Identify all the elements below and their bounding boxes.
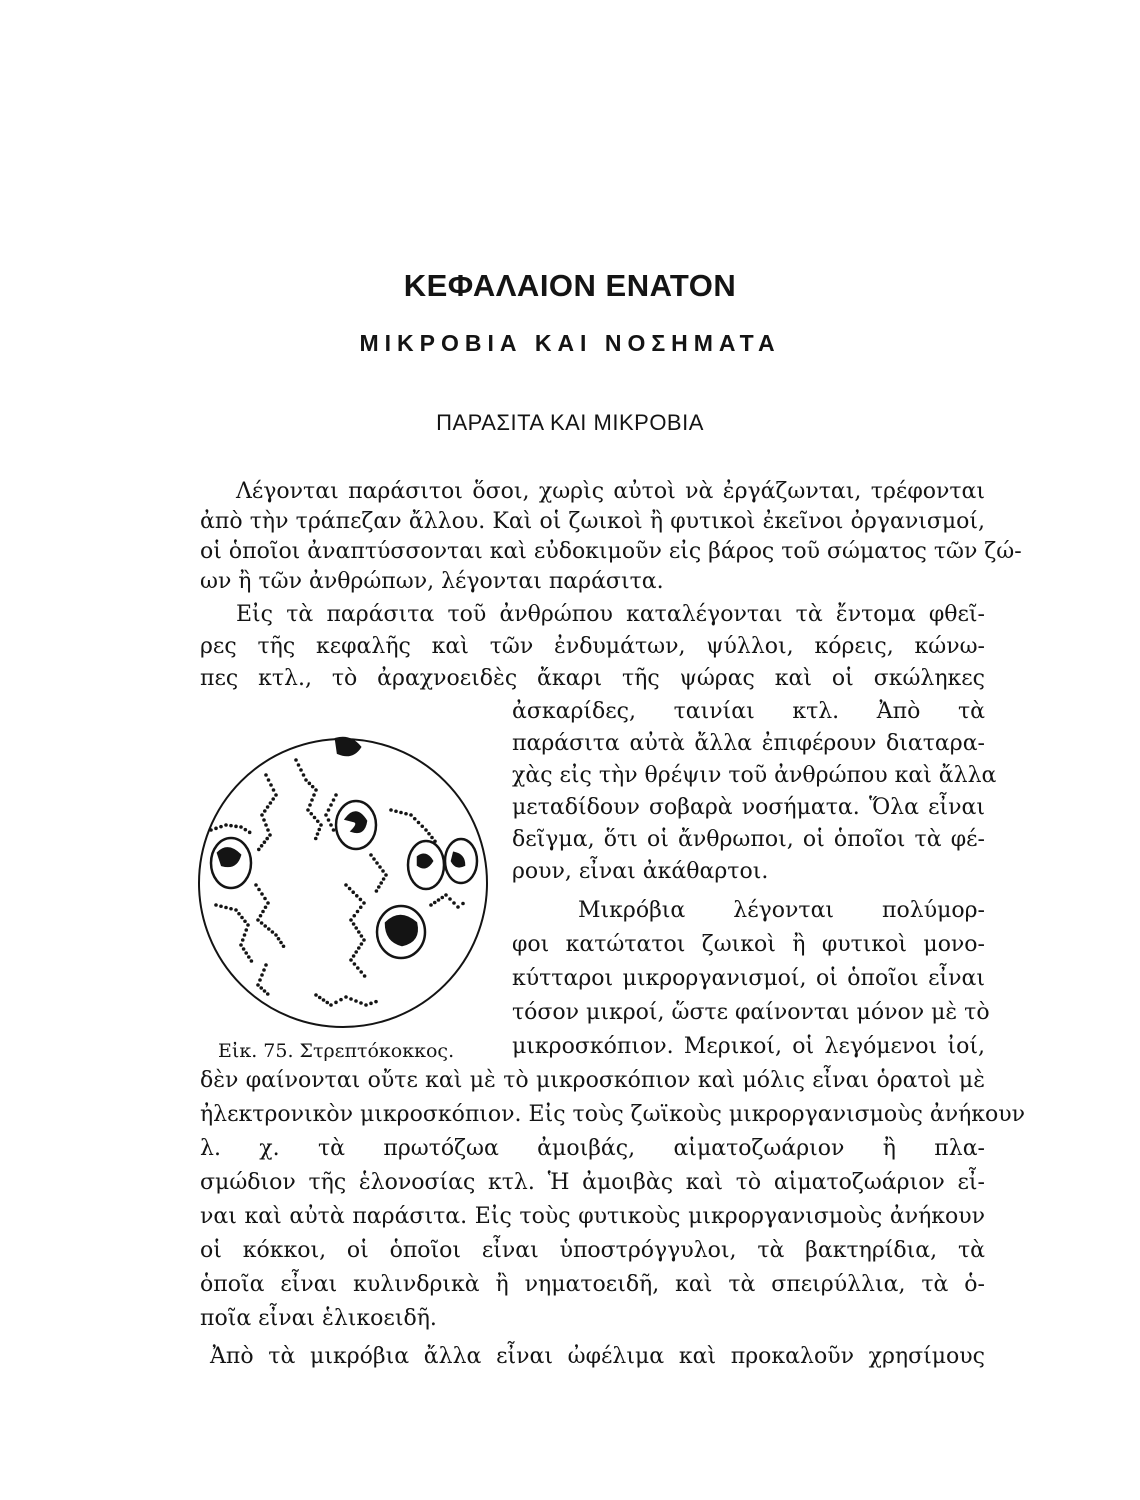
coccus — [263, 897, 267, 901]
coccus — [209, 828, 213, 832]
coccus — [334, 1001, 338, 1005]
coccus — [452, 901, 456, 905]
coccus — [384, 873, 388, 877]
text-line: οἱ ὁποῖοι ἀναπτύσσονται καὶ εὐδοκιμοῦν εἰς βάρος τοῦ σώματος τῶν ζώ- — [200, 539, 1022, 564]
coccus — [409, 813, 413, 817]
text-line: δεῖγμα, ὅτι οἱ ἄνθρωποι, οἱ ὁποῖοι τὰ φέ- — [512, 827, 985, 852]
coccus — [265, 837, 269, 841]
coccus — [264, 905, 268, 909]
text-line: χὰς εἰς τὴν θρέψιν τοῦ ἀνθρώπου καὶ ἄλλα — [512, 763, 997, 788]
coccus — [354, 999, 358, 1003]
coccus — [271, 797, 275, 801]
coccus — [348, 887, 352, 891]
cell-nucleus — [218, 848, 240, 865]
coccus — [272, 788, 276, 792]
text-line: μικροσκόπιον. Μερικοί, οἱ λεγόμενοι ἰοί, — [512, 1034, 985, 1059]
coccus — [260, 844, 264, 848]
coccus — [234, 825, 238, 829]
coccus — [357, 946, 361, 950]
coccus — [360, 942, 364, 946]
coccus — [264, 773, 268, 777]
coccus — [243, 933, 247, 937]
coccus — [379, 881, 383, 885]
coccus — [263, 809, 267, 813]
coccus — [427, 832, 431, 836]
text-line: πες κτλ., τὸ ἀραχνοειδὲς ἄκαρι τῆς ψώρας καὶ οἱ σκώληκες — [200, 666, 985, 691]
coccus — [260, 813, 264, 817]
coccus — [363, 974, 367, 978]
text-line: ων ἢ τῶν ἀνθρώπων, λέγονται παράσιτα. — [200, 569, 664, 594]
section-title: ΠΑΡΑΣΙΤΑ ΚΑΙ ΜΙΚΡΟΒΙΑ — [436, 410, 704, 435]
coccus — [322, 998, 326, 1002]
cell-nucleus — [346, 812, 366, 831]
coccus — [355, 894, 359, 898]
coccus — [262, 818, 266, 822]
coccus — [448, 897, 452, 901]
coccus — [309, 812, 313, 816]
coccus — [229, 824, 233, 828]
coccus — [394, 809, 398, 813]
text-line: ναι καὶ αὐτὰ παράσιτα. Εἰς τοὺς φυτικοὺς μικροργανισμοὺς ἀνήκουν — [200, 1204, 985, 1229]
coccus — [261, 910, 265, 914]
text-line: τόσον μικροί, ὥστε φαίνονται μόνον μὲ τὸ — [512, 1000, 990, 1025]
coccus — [344, 883, 348, 887]
coccus — [413, 817, 417, 821]
coccus — [378, 865, 382, 869]
coccus — [352, 922, 356, 926]
coccus — [375, 861, 379, 865]
coccus — [352, 954, 356, 958]
coccus — [377, 885, 381, 889]
coccus — [246, 923, 250, 927]
coccus — [316, 819, 320, 823]
coccus — [264, 963, 268, 967]
coccus — [269, 801, 273, 805]
coccus — [311, 785, 315, 789]
text-line: λ. χ. τὰ πρωτόζωα ἀμοιβάς, αἱματοζωάριον ἢ πλα- — [200, 1136, 985, 1161]
coccus — [359, 905, 363, 909]
coccus — [214, 827, 218, 831]
coccus — [219, 904, 223, 908]
coccus — [334, 793, 338, 797]
coccus — [349, 997, 353, 1001]
coccus — [263, 924, 267, 928]
coccus — [263, 840, 267, 844]
coccus — [277, 937, 281, 941]
coccus — [317, 828, 321, 832]
coccus — [310, 798, 314, 802]
coccus — [306, 808, 310, 812]
coccus — [244, 828, 248, 832]
coccus — [244, 928, 248, 932]
coccus — [260, 892, 264, 896]
coccus — [234, 908, 238, 912]
coccus — [456, 905, 460, 909]
coccus — [325, 1001, 329, 1005]
cells — [211, 738, 477, 958]
coccus — [266, 828, 270, 832]
coccus — [356, 910, 360, 914]
coccus — [269, 783, 273, 787]
coccus — [352, 914, 356, 918]
coccus — [313, 816, 317, 820]
coccus — [353, 962, 357, 966]
coccus — [257, 888, 261, 892]
coccus — [263, 989, 267, 993]
text-line: Ἀπὸ τὰ μικρόβια ἄλλα εἶναι ὠφέλιμα καὶ προκαλοῦν χρησίμους — [210, 1344, 985, 1369]
coccus — [339, 998, 343, 1002]
text-line: ὁποῖα εἶναι κυλινδρικὰ ἢ νηματοειδῆ, καὶ τὰ σπειρύλλια, τὰ ὁ- — [200, 1272, 985, 1297]
coccus — [362, 901, 366, 905]
coccus — [329, 803, 333, 807]
coccus — [362, 938, 366, 942]
coccus — [399, 811, 403, 815]
coccus — [214, 903, 218, 907]
coccus — [430, 836, 434, 840]
coccus — [224, 906, 228, 910]
coccus — [359, 1001, 363, 1005]
coccus — [420, 824, 424, 828]
coccus — [256, 983, 260, 987]
coccus — [264, 823, 268, 827]
text-line: ἠλεκτρονικὸν μικροσκόπιον. Εἰς τοὺς ζωϊκοὺς μικροργανισμοὺς ἀνήκουν — [200, 1102, 1026, 1127]
text-line: ρες τῆς κεφαλῆς καὶ τῶν ἐνδυμάτων, ψύλλοι, κόρεις, κώνω- — [200, 634, 985, 659]
coccus — [354, 950, 358, 954]
coccus — [308, 782, 312, 786]
coccus — [242, 947, 246, 951]
coccus — [279, 941, 283, 945]
coccus — [440, 896, 444, 900]
coccus — [359, 898, 363, 902]
coccus — [349, 958, 353, 962]
coccus — [316, 832, 320, 836]
coccus — [248, 831, 252, 835]
coccus — [314, 993, 318, 997]
coccus — [324, 813, 328, 817]
coccus — [369, 1002, 373, 1006]
coccus — [254, 883, 258, 887]
coccus — [299, 768, 303, 772]
coccus — [424, 828, 428, 832]
coccus — [433, 901, 437, 905]
coccus — [257, 848, 261, 852]
coccus — [344, 995, 348, 999]
coccus — [356, 966, 360, 970]
coccus — [259, 914, 263, 918]
coccus — [360, 934, 364, 938]
coccus — [327, 808, 331, 812]
coccus — [224, 823, 228, 827]
coccus — [329, 823, 333, 827]
coccus — [267, 927, 271, 931]
text-line: ποῖα εἶναι ἑλικοειδῆ. — [200, 1306, 437, 1331]
text-line: Εἰς τὰ παράσιτα τοῦ ἀνθρώπου καταλέγονται τὰ ἔντομα φθεῖ- — [236, 602, 985, 627]
coccus — [240, 916, 244, 920]
coccus — [444, 893, 448, 897]
coccus — [314, 837, 318, 841]
text-line: παράσιτα αὐτὰ ἄλλα ἐπιφέρουν διαταρα- — [512, 731, 985, 756]
cell-nucleus — [386, 916, 417, 945]
text-line: σμώδιον τῆς ἑλονοσίας κτλ. Ἡ ἀμοιβὰς καὶ τὸ αἱματοζωάριον εἶ- — [200, 1170, 985, 1195]
text-line: ἀσκαρίδες, ταινίαι κτλ. Ἀπὸ τὰ — [512, 699, 985, 724]
coccus — [239, 943, 243, 947]
text-line: ἀπὸ τὴν τράπεζαν ἄλλου. Καὶ οἱ ζωικοὶ ἢ φυτικοὶ ἐκεῖνοι ὀργανισμοί, — [200, 509, 985, 534]
coccus — [219, 825, 223, 829]
coccus — [375, 889, 379, 893]
coccus — [260, 921, 264, 925]
coccus — [308, 803, 312, 807]
coccus — [256, 918, 260, 922]
coccus — [243, 919, 247, 923]
coccus — [268, 833, 272, 837]
coccus — [461, 902, 465, 906]
streptococcus-figure — [196, 735, 491, 1030]
coccus — [250, 959, 254, 963]
coccus — [329, 1003, 333, 1007]
coccus — [262, 968, 266, 972]
coccus — [369, 853, 373, 857]
coccus — [297, 763, 301, 767]
coccus — [357, 930, 361, 934]
coccus — [259, 986, 263, 990]
coccus — [319, 823, 323, 827]
coccus — [364, 1003, 368, 1007]
coccus — [266, 805, 270, 809]
coccus — [372, 857, 376, 861]
coccus — [429, 903, 433, 907]
coccus — [258, 978, 262, 982]
coccus — [381, 869, 385, 873]
coccus — [266, 992, 270, 996]
coccus — [327, 818, 331, 822]
coccus — [274, 793, 278, 797]
coccus — [302, 773, 306, 777]
chapter-subtitle: ΜΙΚΡΟΒΙΑ ΚΑΙ ΝΟΣΗΜΑΤΑ — [359, 330, 781, 356]
text-line: Λέγονται παράσιτοι ὅσοι, χωρὶς αὐτοὶ νὰ ἐργάζωνται, τρέφονται — [236, 479, 985, 504]
coccus — [247, 955, 251, 959]
text-line: ρουν, εἶναι ἀκάθαρτοι. — [512, 859, 769, 884]
coccus — [332, 828, 336, 832]
coccus — [229, 907, 233, 911]
coccus — [351, 890, 355, 894]
text-line: κύτταροι μικροργανισμοί, οἱ ὁποῖοι εἶναι — [512, 966, 985, 991]
chain-cocci — [209, 758, 465, 1007]
coccus — [404, 812, 408, 816]
text-line: Μικρόβια λέγονται πολύμορ- — [578, 898, 985, 923]
coccus — [294, 758, 298, 762]
cell-nucleus — [418, 853, 464, 867]
text-line: μεταδίδουν σοβαρὰ νοσήματα. Ὅλα εἶναι — [512, 795, 985, 820]
coccus — [417, 821, 421, 825]
coccus — [359, 970, 363, 974]
coccus — [374, 1000, 378, 1004]
coccus — [244, 951, 248, 955]
coccus — [267, 778, 271, 782]
coccus — [318, 996, 322, 1000]
coccus — [304, 778, 308, 782]
coccus — [389, 808, 393, 812]
text-line: φοι κατώτατοι ζωικοὶ ἢ φυτικοὶ μονο- — [512, 932, 985, 957]
text-line: δὲν φαίνονται οὔτε καὶ μὲ τὸ μικροσκόπιον καὶ μόλις εἶναι ὁρατοὶ μὲ — [200, 1068, 985, 1093]
coccus — [332, 798, 336, 802]
coccus — [239, 825, 243, 829]
coccus — [354, 926, 358, 930]
figure-caption: Εἰκ. 75. Στρεπτόκοκκος. — [218, 1040, 455, 1062]
coccus — [349, 918, 353, 922]
chapter-title: ΚΕΦΑΛΑΙΟΝ ΕΝΑΤΟΝ — [403, 268, 737, 303]
coccus — [274, 933, 278, 937]
coccus — [314, 788, 318, 792]
text-line: οἱ κόκκοι, οἱ ὁποῖοι εἶναι ὑποστρόγγυλοι, τὰ βακτηρίδια, τὰ — [200, 1238, 985, 1263]
coccus — [382, 877, 386, 881]
coccus — [237, 912, 241, 916]
coccus — [282, 944, 286, 948]
coccus — [241, 938, 245, 942]
coccus — [312, 793, 316, 797]
coccus — [260, 973, 264, 977]
coccus — [266, 901, 270, 905]
coccus — [437, 898, 441, 902]
coccus — [271, 930, 275, 934]
